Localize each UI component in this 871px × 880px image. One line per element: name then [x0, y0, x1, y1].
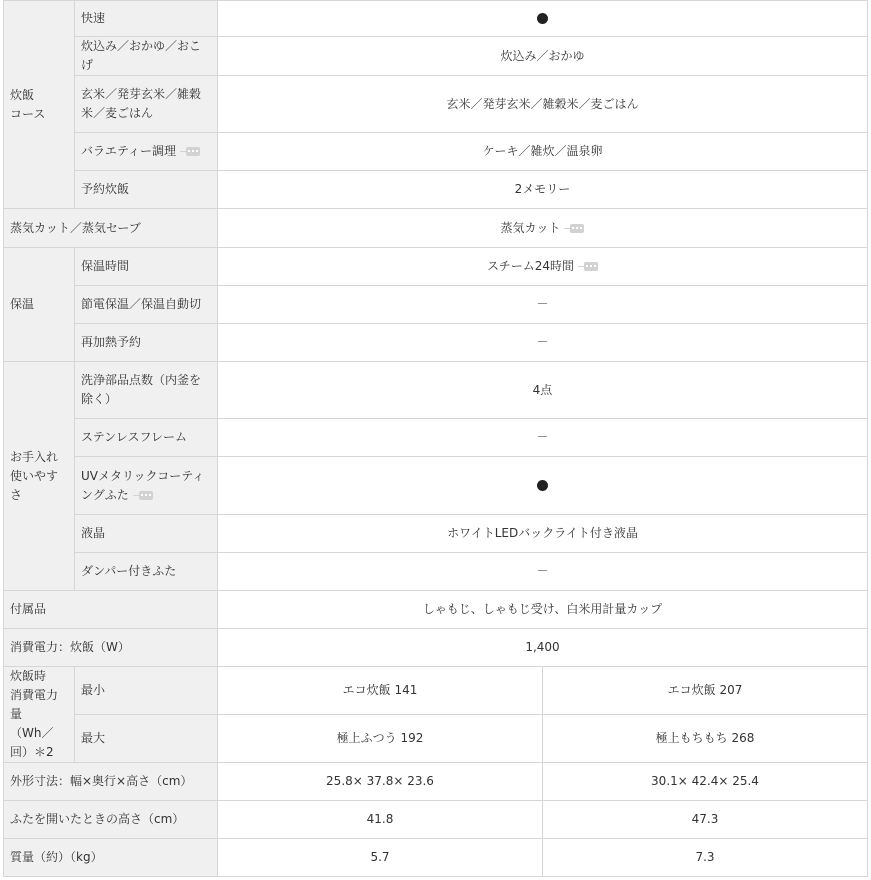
row-value-fast: [218, 1, 868, 37]
table-row: [4, 419, 868, 457]
category-care: お手入れ 使いやすさ: [4, 362, 75, 591]
speech-bubble-icon[interactable]: [584, 262, 598, 271]
table-row: [4, 457, 868, 515]
category-keepwarm: 保温: [4, 248, 75, 362]
row-label-consumption-min: 最小: [75, 667, 218, 715]
row-label-accessories: 付属品: [4, 591, 218, 629]
row-label-reheat: 再加熱予約: [75, 324, 218, 362]
table-row: [4, 553, 868, 591]
table-row: [4, 76, 868, 133]
table-row: [4, 209, 868, 248]
variety-label-text: バラエティー調理: [81, 144, 177, 158]
table-row: [4, 1, 868, 37]
row-value-weight-1: 5.7: [218, 839, 543, 877]
row-label-parts: 洗浄部品点数（内釜を除く）: [75, 362, 218, 419]
table-row: [4, 667, 868, 715]
table-row: [4, 839, 868, 877]
row-label-damper: ダンパー付きふた: [75, 553, 218, 591]
table-row: [4, 715, 868, 763]
speech-bubble-icon[interactable]: [139, 491, 153, 500]
row-value-genmai: 玄米／発芽玄米／雑穀米／麦ごはん: [218, 76, 868, 133]
row-value-dimensions-1: 25.8× 37.8× 23.6: [218, 763, 543, 801]
row-value-consumption-min-1: エコ炊飯 141: [218, 667, 543, 715]
row-label-genmai: 玄米／発芽玄米／雑穀米／麦ごはん: [75, 76, 218, 133]
category-consumption: 炊飯時 消費電力量 （Wh／ 回）＊2: [4, 667, 75, 763]
row-label-lid-height: ふたを開いたときの高さ（cm）: [4, 801, 218, 839]
row-label-uv: [75, 457, 218, 515]
row-value-weight-2: 7.3: [543, 839, 868, 877]
row-label-takikomi: 炊込み／おかゆ／おこげ: [75, 37, 218, 76]
row-value-damper: －: [218, 553, 868, 591]
steam-value-text: 蒸気カット: [500, 220, 561, 235]
category-cooking: 炊飯 コース: [4, 1, 75, 209]
row-label-power: 消費電力：炊飯（W）: [4, 629, 218, 667]
table-row: [4, 763, 868, 801]
row-label-reservation: 予約炊飯: [75, 171, 218, 209]
keepwarm-time-text: スチーム24時間: [486, 259, 575, 273]
table-row: [4, 37, 868, 76]
table-row: [4, 248, 868, 286]
table-row: [4, 629, 868, 667]
row-value-consumption-max-1: 極上ふつう 192: [218, 715, 543, 763]
table-row: [4, 591, 868, 629]
row-label-steam: 蒸気カット／蒸気セーブ: [4, 209, 218, 248]
row-label-stainless: ステンレスフレーム: [75, 419, 218, 457]
row-label-weight: 質量（約）（kg）: [4, 839, 218, 877]
spec-table: [3, 0, 868, 877]
row-label-dimensions: 外形寸法：幅×奥行×高さ（cm）: [4, 763, 218, 801]
table-row: [4, 515, 868, 553]
table-row: [4, 324, 868, 362]
row-value-parts: 4点: [218, 362, 868, 419]
table-row: [4, 133, 868, 171]
row-label-consumption-max: 最大: [75, 715, 218, 763]
row-value-reservation: 2メモリー: [218, 171, 868, 209]
row-label-lcd: 液晶: [75, 515, 218, 553]
uv-label-text: UVメタリックコーティングふた: [81, 468, 205, 502]
row-value-power: 1,400: [218, 629, 868, 667]
row-value-keepwarm-time: [218, 248, 868, 286]
row-label-variety: [75, 133, 218, 171]
table-row: [4, 362, 868, 419]
table-row: [4, 801, 868, 839]
row-label-keepwarm-time: 保温時間: [75, 248, 218, 286]
row-value-variety: ケーキ／雑炊／温泉卵: [218, 133, 868, 171]
speech-bubble-icon[interactable]: [186, 147, 200, 156]
row-value-dimensions-2: 30.1× 42.4× 25.4: [543, 763, 868, 801]
row-value-keepwarm-eco: －: [218, 286, 868, 324]
table-row: [4, 171, 868, 209]
row-value-uv: [218, 457, 868, 515]
row-value-lcd: ホワイトLEDバックライト付き液晶: [218, 515, 868, 553]
row-value-lid-height-2: 47.3: [543, 801, 868, 839]
filled-circle-icon: [537, 480, 548, 491]
row-value-accessories: しゃもじ、しゃもじ受け、白米用計量カップ: [218, 591, 868, 629]
row-value-lid-height-1: 41.8: [218, 801, 543, 839]
row-label-fast: 快速: [75, 1, 218, 37]
row-label-keepwarm-eco: 節電保温／保温自動切: [75, 286, 218, 324]
row-value-consumption-max-2: 極上もちもち 268: [543, 715, 868, 763]
table-row: [4, 286, 868, 324]
row-value-consumption-min-2: エコ炊飯 207: [543, 667, 868, 715]
row-value-reheat: －: [218, 324, 868, 362]
row-value-steam: [218, 209, 868, 248]
row-value-stainless: －: [218, 419, 868, 457]
row-value-takikomi: 炊込み／おかゆ: [218, 37, 868, 76]
filled-circle-icon: [537, 13, 548, 24]
speech-bubble-icon[interactable]: [570, 224, 584, 233]
